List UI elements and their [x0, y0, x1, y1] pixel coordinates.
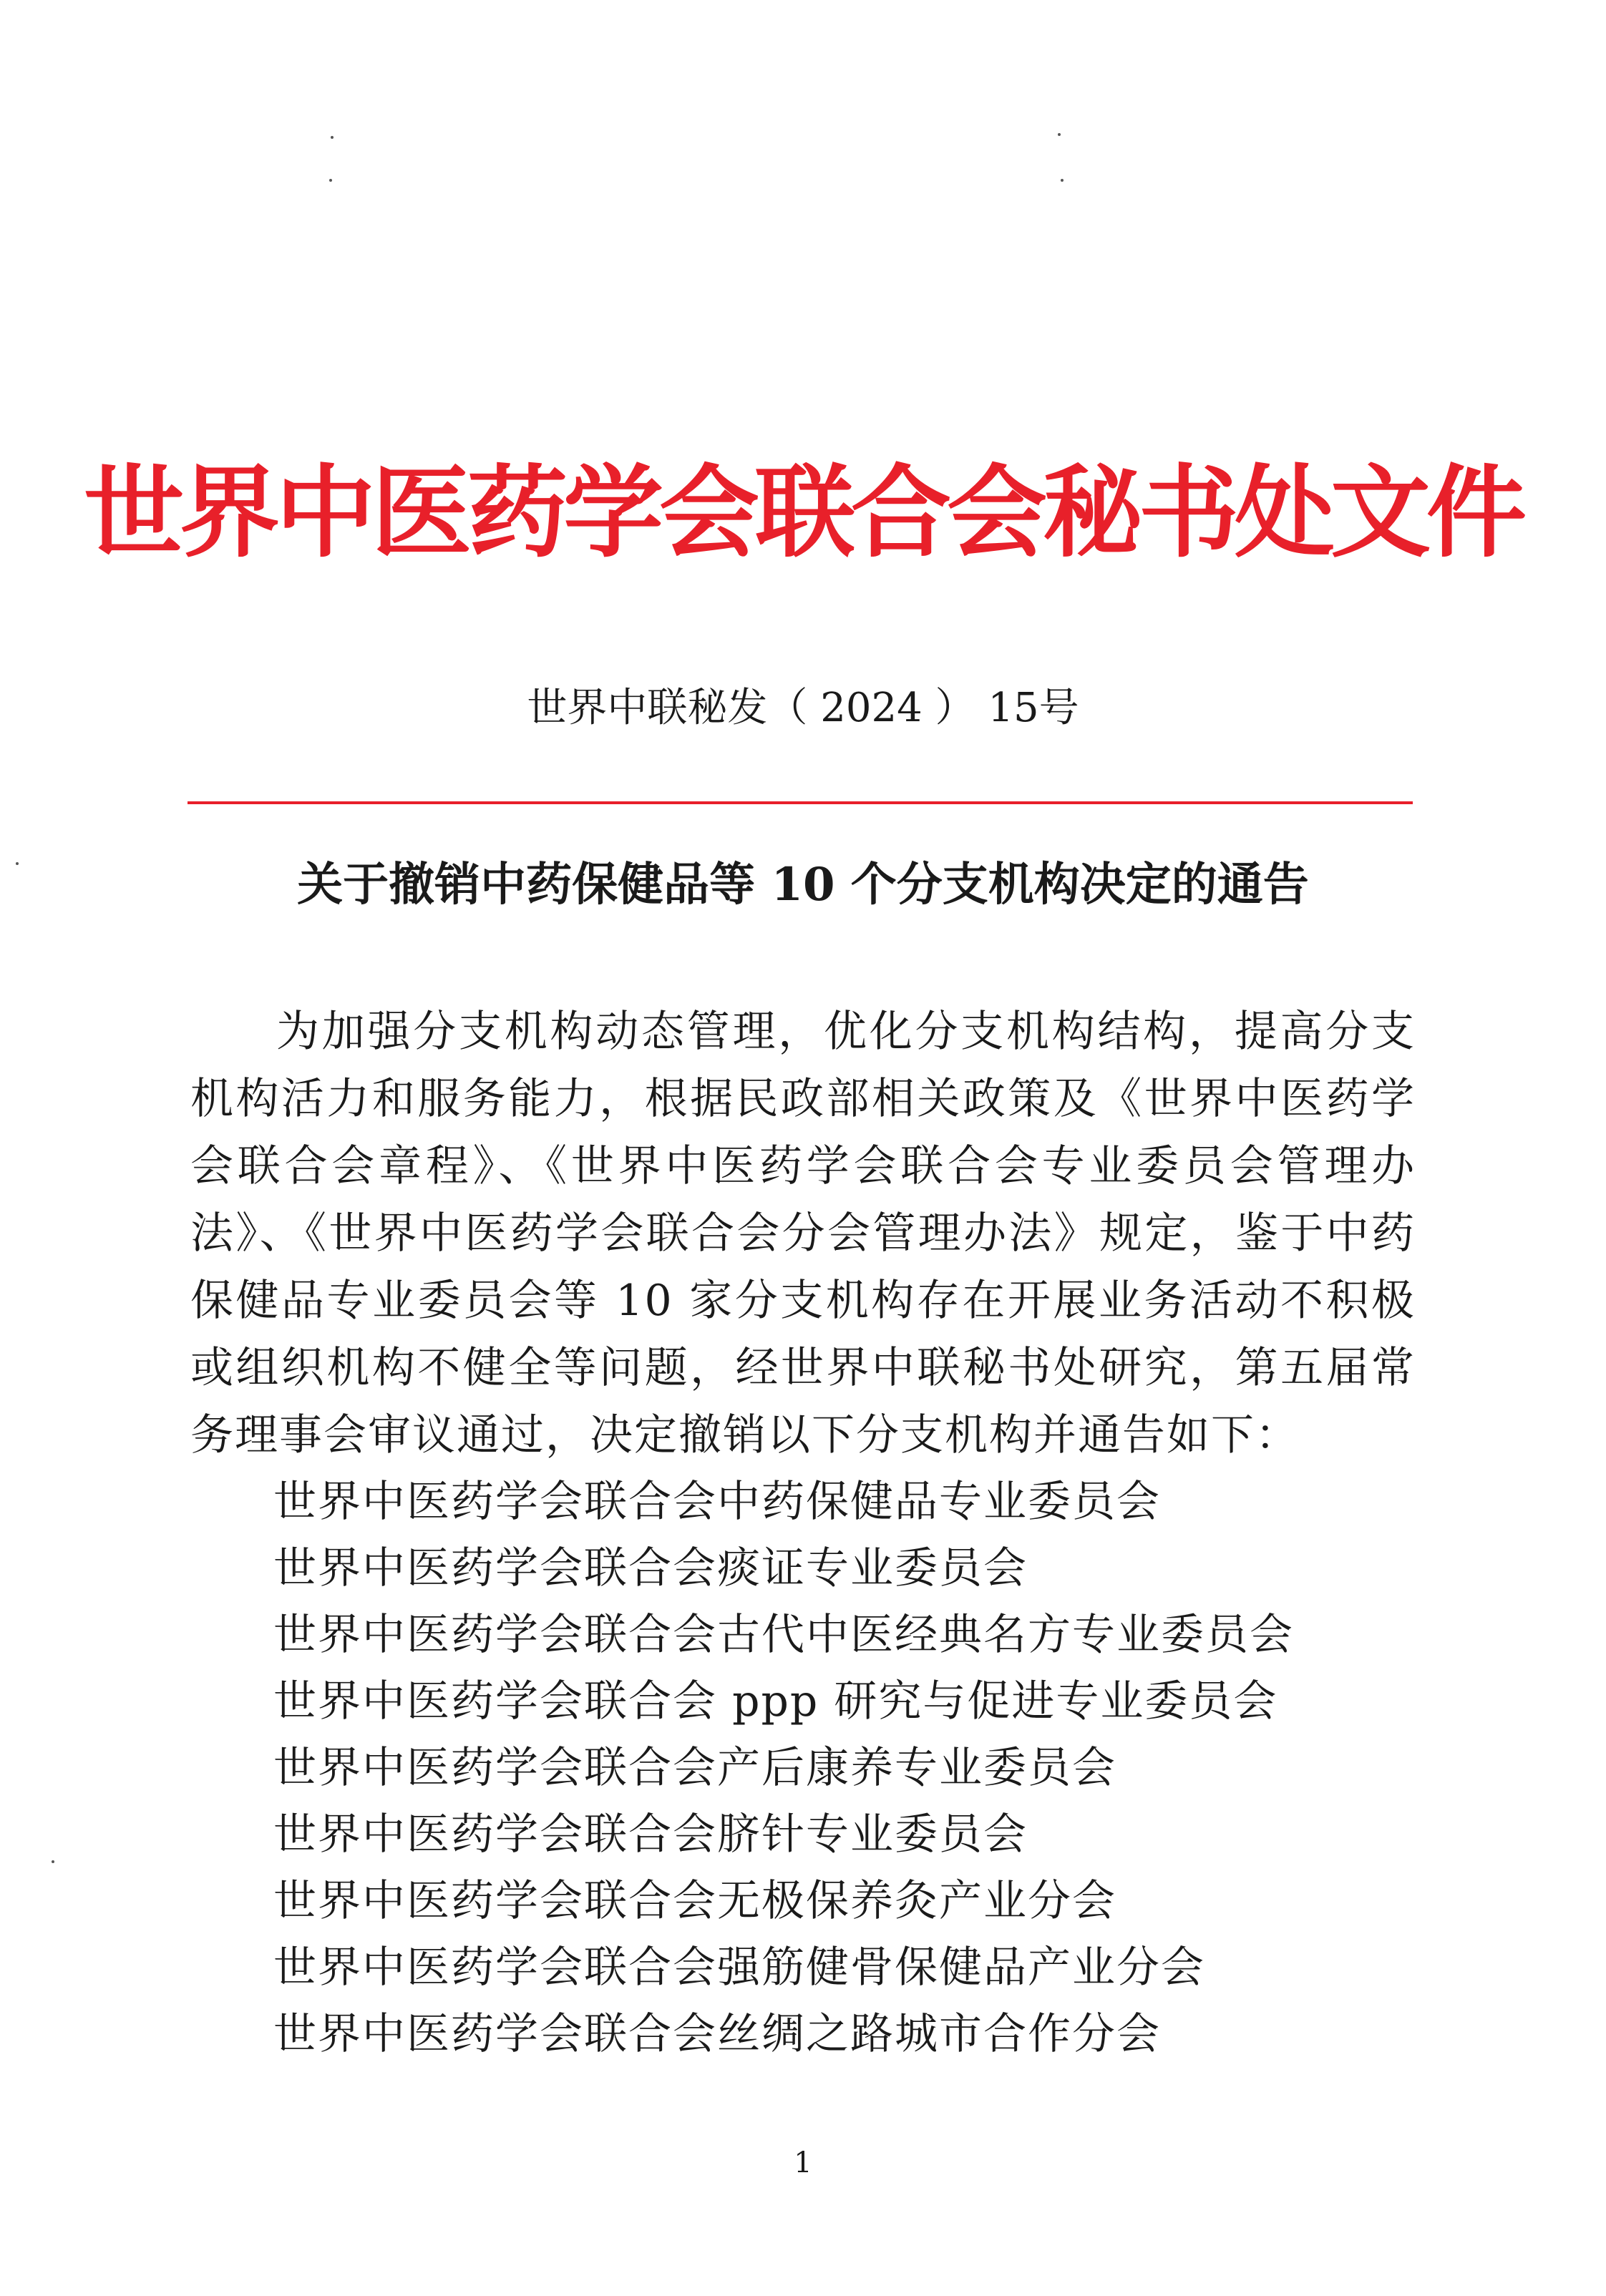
branch-item: 世界中医药学会联合会脐针专业委员会	[273, 1809, 1028, 1860]
red-divider-rule	[188, 801, 1413, 804]
branch-item: 世界中医药学会联合会产后康养专业委员会	[273, 1743, 1116, 1793]
revoked-branch-list	[273, 1469, 1294, 2068]
branch-item: 世界中医药学会联合会 ppp 研究与促进专业委员会	[273, 1676, 1278, 1726]
body-paragraph: 为加强分支机构动态管理，优化分支机构结构，提高分支机构活力和服务能力，根据民政部相关政策及《世界中医药学会联合会章程》、《世界中医药学会联合会专业委员会管理办法》、《世界中医药学会联合会分会管理办法》规定，鉴于中药保健品专业委员会等 10 家分支机构存在开展业务活动不积极或组织机构不健全等问题，经世界中联秘书处研究，第五届常务理事会审议通过，决定撤销以下分支机构并通告如下：	[190, 1007, 1416, 1460]
scan-speck	[1061, 179, 1064, 182]
scan-speck	[52, 1860, 54, 1863]
branch-item: 世界中医药学会联合会痰证专业委员会	[273, 1543, 1028, 1593]
scan-speck	[331, 136, 334, 139]
branch-item: 世界中医药学会联合会古代中医经典名方专业委员会	[273, 1610, 1294, 1660]
branch-item: 世界中医药学会联合会无极保养灸产业分会	[273, 1876, 1116, 1926]
document-number: 世界中联秘发（ 2024 ） 15号	[527, 685, 1079, 731]
branch-item: 世界中医药学会联合会中药保健品专业委员会	[273, 1477, 1161, 1527]
branch-item: 世界中医药学会联合会丝绸之路城市合作分会	[273, 2009, 1161, 2059]
scan-speck	[1058, 133, 1061, 136]
notice-title: 关于撤销中药保健品等 10 个分支机构决定的通告	[297, 858, 1309, 912]
page-number: 1	[794, 2146, 812, 2179]
scan-speck	[329, 179, 332, 182]
branch-item: 世界中医药学会联合会强筋健骨保健品产业分会	[273, 1943, 1205, 1993]
issuer-header-title: 世界中医药学会联合会秘书处文件	[83, 454, 1522, 572]
